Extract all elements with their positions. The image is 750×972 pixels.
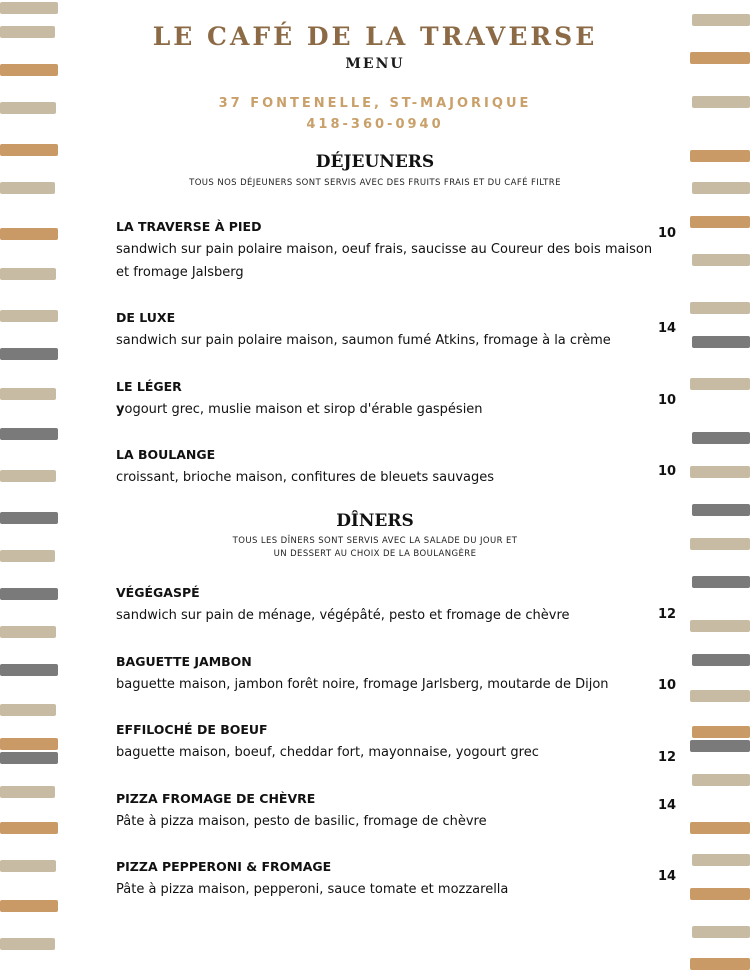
menu-item-price: 10 (658, 226, 677, 241)
menu-item-description (116, 398, 656, 421)
stripe (692, 432, 750, 444)
menu-item-name: PIZZA FROMAGE DE CHÈVRE (116, 791, 316, 806)
right-stripe-border (690, 0, 750, 972)
stripe (0, 786, 55, 798)
menu-item-description: Pâte à pizza maison, pepperoni, sauce tomate et mozzarella (116, 882, 509, 897)
stripe (690, 216, 750, 228)
stripe (692, 726, 750, 738)
cafe-title: LE CAFÉ DE LA TRAVERSE (152, 22, 598, 51)
stripe (0, 268, 56, 280)
stripe (690, 822, 750, 834)
menu-item-price: 12 (658, 607, 677, 622)
menu-item-price: 14 (658, 321, 677, 336)
section-title-breakfast: DÉJEUNERS (315, 152, 435, 172)
menu-item-price: 10 (658, 678, 677, 693)
stripe (0, 704, 56, 716)
menu-subtitle: MENU (345, 56, 405, 72)
stripe (0, 752, 58, 764)
menu-item-name: DE LUXE (116, 310, 176, 325)
stripe (0, 938, 55, 950)
stripe (0, 310, 58, 322)
menu-item-price: 10 (658, 393, 677, 408)
menu-item-description: Pâte à pizza maison, pesto de basilic, fromage de chèvre (116, 814, 487, 829)
menu-item-description: baguette maison, jambon forêt noire, fromage Jarlsberg, moutarde de Dijon (116, 677, 609, 692)
stripe (692, 654, 750, 666)
stripe (0, 2, 58, 14)
stripe (0, 664, 58, 676)
left-stripe-border (0, 0, 58, 972)
menu-item-price: 14 (658, 798, 677, 813)
menu-item-description: sandwich sur pain polaire maison, oeuf frais, saucisse au Coureur des bois maison et fromage Jalsberg (116, 242, 653, 280)
stripe (692, 254, 750, 266)
stripe (0, 822, 58, 834)
menu-item-name: BAGUETTE JAMBON (116, 654, 252, 669)
description-first-letter: y (116, 402, 125, 417)
stripe (690, 740, 750, 752)
menu-item-name: EFFILOCHÉ DE BOEUF (116, 722, 268, 737)
menu-item-price: 14 (658, 869, 677, 884)
stripe (690, 888, 750, 900)
menu-item-name: LA TRAVERSE À PIED (116, 219, 262, 234)
stripe (0, 588, 58, 600)
stripe (0, 348, 58, 360)
stripe (692, 336, 750, 348)
section-note-lunch-line1: TOUS LES DÎNERS SONT SERVIS AVEC LA SALADE DU JOUR ET (232, 536, 518, 546)
stripe (690, 620, 750, 632)
menu-item-description: croissant, brioche maison, confitures de bleuets sauvages (116, 470, 495, 485)
menu-item-name: PIZZA PEPPERONI & FROMAGE (116, 859, 332, 874)
menu-item-description: sandwich sur pain polaire maison, saumon fumé Atkins, fromage à la crème (116, 333, 611, 348)
stripe (0, 626, 56, 638)
cafe-address: 37 FONTENELLE, ST-MAJORIQUE (218, 96, 532, 111)
menu-item-price: 10 (658, 464, 677, 479)
stripe (692, 576, 750, 588)
stripe (0, 470, 56, 482)
menu-item-price: 12 (658, 750, 677, 765)
stripe (690, 958, 750, 970)
stripe (0, 900, 58, 912)
section-note-lunch-line2: UN DESSERT AU CHOIX DE LA BOULANGÈRE (273, 549, 477, 559)
cafe-phone: 418-360-0940 (306, 117, 444, 132)
stripe (690, 378, 750, 390)
stripe (0, 228, 58, 240)
stripe (690, 466, 750, 478)
description-text: ogourt grec, muslie maison et sirop d'érable gaspésien (124, 402, 483, 417)
section-note-breakfast: TOUS NOS DÉJEUNERS SONT SERVIS AVEC DES FRUITS FRAIS ET DU CAFÉ FILTRE (189, 178, 561, 188)
section-title-lunch: DÎNERS (336, 511, 414, 531)
stripe (690, 302, 750, 314)
menu-item-name: LA BOULANGE (116, 447, 216, 462)
stripe (0, 860, 56, 872)
stripe (690, 690, 750, 702)
stripe (0, 738, 58, 750)
stripe (692, 854, 750, 866)
stripe (692, 774, 750, 786)
stripe (0, 428, 58, 440)
menu-item-description: baguette maison, boeuf, cheddar fort, mayonnaise, yogourt grec (116, 745, 539, 760)
menu-item-description: sandwich sur pain de ménage, végépâté, pesto et fromage de chèvre (116, 608, 570, 623)
stripe (0, 388, 56, 400)
stripe (692, 926, 750, 938)
menu-item-name: VÉGÉGASPÉ (116, 585, 200, 600)
menu-item-name: LE LÉGER (116, 379, 182, 394)
